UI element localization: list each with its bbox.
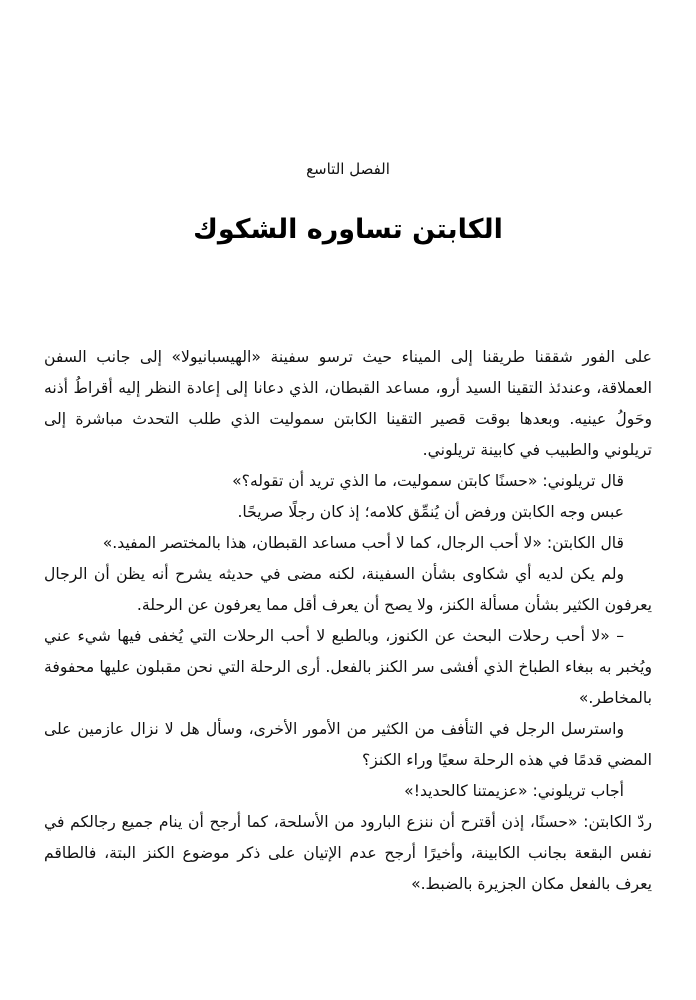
paragraph: أجاب تريلوني: «عزيمتنا كالحديد!» bbox=[404, 782, 624, 800]
paragraph: عبس وجه الكابتن ورفض أن يُنمِّق كلامه؛ إذ كان رجلًا صريحًا. bbox=[237, 503, 624, 521]
paragraph: قال الكابتن: «لا أحب الرجال، كما لا أحب مساعد القبطان، هذا بالمختصر المفيد.» bbox=[102, 534, 624, 552]
paragraph: ردّ الكابتن: «حسنًا، إذن أقترح أن ننزع البارود من الأسلحة، كما أرجح أن ينام جميع رجالكم في نفس البقعة بجانب الكابينة، وأخيرًا أرجح عدم الإتيان على ذكر موضوع الكنز البتة، فالطاقم يعرف بالفعل مكان الجزيرة بالضبط.» bbox=[44, 813, 652, 893]
chapter-label: الفصل التاسع bbox=[306, 160, 390, 178]
paragraph: واسترسل الرجل في التأفف من الكثير من الأمور الأخرى، وسأل هل لا نزال عازمين على المضي قدمًا في هذه الرحلة سعيًا وراء الكنز؟ bbox=[44, 720, 652, 769]
paragraph: – «لا أحب رحلات البحث عن الكنوز، وبالطبع لا أحب الرحلات التي يُخفى فيها شيء عني ويُخبر به ببغاء الطباخ الذي أفشى سر الكنز بالفعل. أرى الرحلة التي نحن مقبلون عليها محفوفة بالمخاطر.» bbox=[44, 627, 652, 707]
chapter-title: الكابتن تساوره الشكوك bbox=[193, 214, 503, 245]
paragraph: ولم يكن لديه أي شكاوى بشأن السفينة، لكنه مضى في حديثه يشرح أنه يظن أن الرجال يعرفون الكثير بشأن مسألة الكنز، ولا يصح أن يعرف أقل مما يعرفون عن الرحلة. bbox=[44, 565, 652, 614]
paragraph: قال تريلوني: «حسنًا كابتن سموليت، ما الذي تريد أن تقوله؟» bbox=[232, 472, 624, 490]
paragraph: على الفور شققنا طريقنا إلى الميناء حيث ترسو سفينة «الهيسبانيولا» إلى جانب السفن العملاقة، وعندئذ التقينا السيد أرو، مساعد القبطان، الذي دعانا إلى إعادة النظر إليه أقراطُ أذنه وحَولُ عينيه. وبعدها بوقت قصير التقينا الكابتن سموليت الذي طلب التحدث مباشرة إلى تريلوني والطبيب في كابينة تريلوني. bbox=[44, 348, 652, 459]
chapter-body bbox=[44, 342, 652, 900]
